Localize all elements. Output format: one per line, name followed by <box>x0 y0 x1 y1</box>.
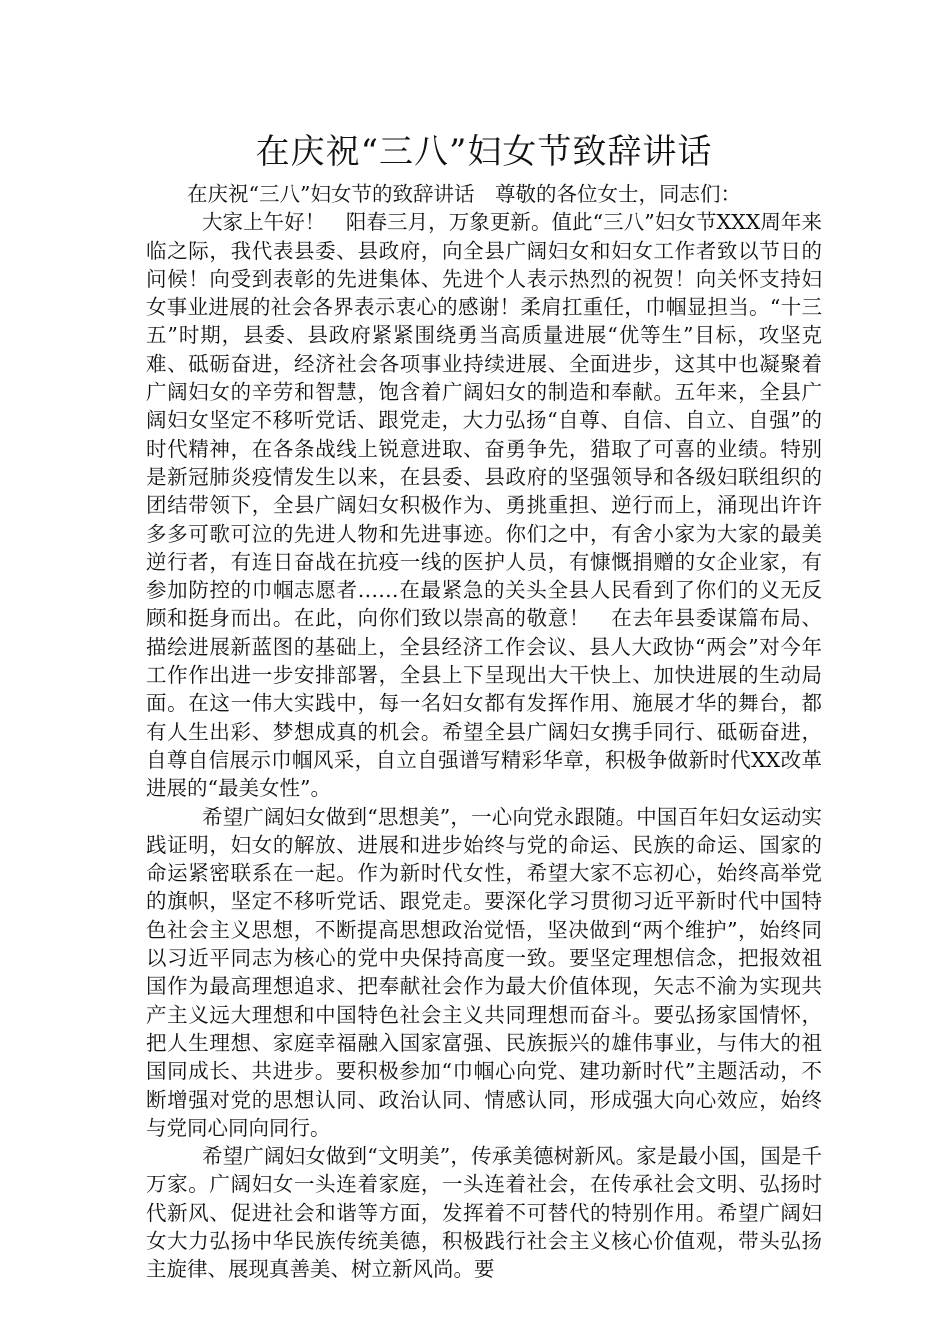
body-paragraph-2: 希望广阔妇女做到“思想美”，一心向党永跟随。中国百年妇女运动实践证明，妇女的解放、进展和进步始终与党的命运、民族的命运、国家的命运紧密联系在一起。作为新时代女性，希望大家不忘初心，始终高举党的旗帜，坚定不移听党话、跟党走。要深化学习贯彻习近平新时代中国特色社会主义思想，不断提高思想政治觉悟，坚决做到“两个维护”，始终同以习近平同志为核心的党中央保持高度一致。要坚定理想信念，把报效祖国作为最高理想追求、把奉献社会作为最大价值体现，矢志不渝为实现共产主义远大理想和中国特色社会主义共同理想而奋斗。要弘扬家国情怀，把人生理想、家庭幸福融入国家富强、民族振兴的雄伟事业，与伟大的祖国同成长、共进步。要积极参加“巾帼心向党、建功新时代”主题活动，不断增强对党的思想认同、政治认同、情感认同，形成强大向心效应，始终与党同心同向同行。 <box>146 804 822 1140</box>
document-page <box>146 124 822 1284</box>
body-paragraph-3: 希望广阔妇女做到“文明美”，传承美德树新风。家是最小国，国是千万家。广阔妇女一头连着家庭，一头连着社会，在传承社会文明、弘扬时代新风、促进社会和谐等方面，发挥着不可替代的特别作用。希望广阔妇女大力弘扬中华民族传统美德，积极践行社会主义核心价值观，带头弘扬主旋律、展现真善美、树立新风尚。要 <box>146 1144 822 1282</box>
intro-paragraph: 在庆祝“三八”妇女节的致辞讲话 尊敬的各位女士，同志们： <box>187 182 741 206</box>
body-paragraph-1: 大家上午好！ 阳春三月，万象更新。值此“三八”妇女节XXX周年来临之际，我代表县委、县政府，向全县广阔妇女和妇女工作者致以节日的问候！向受到表彰的先进集体、先进个人表示热烈的祝贺！向关怀支持妇女事业进展的社会各界表示衷心的感谢！柔肩扛重任，巾帼显担当。“十三五”时期，县委、县政府紧紧围绕勇当高质量进展“优等生”目标，攻坚克难、砥砺奋进，经济社会各项事业持续进展、全面进步，这其中也凝聚着广阔妇女的辛劳和智慧，饱含着广阔妇女的制造和奉献。五年来，全县广阔妇女坚定不移听党话、跟党走，大力弘扬“自尊、自信、自立、自强”的时代精神，在各条战线上锐意进取、奋勇争先，猎取了可喜的业绩。特别是新冠肺炎疫情发生以来，在县委、县政府的坚强领导和各级妇联组织的团结带领下，全县广阔妇女积极作为、勇挑重担、逆行而上，涌现出许许多多可歌可泣的先进人物和先进事迹。你们之中，有舍小家为大家的最美逆行者，有连日奋战在抗疫一线的医护人员，有慷慨捐赠的女企业家，有参加防控的巾帼志愿者……在最紧急的关头全县人民看到了你们的义无反顾和挺身而出。在此，向你们致以崇高的敬意！ 在去年县委谋篇布局、描绘进展新蓝图的基础上，全县经济工作会议、县人大政协“两会”对今年工作作出进一步安排部署，全县上下呈现出大干快上、加快进展的生动局面。在这一伟大实践中，每一名妇女都有发挥作用、施展才华的舞台，都有人生出彩、梦想成真的机会。希望全县广阔妇女携手同行、砥砺奋进，自尊自信展示巾帼风采，自立自强谱写精彩华章，积极争做新时代XX改革进展的“最美女性”。 <box>146 210 822 801</box>
document-title: 在庆祝“三八”妇女节致辞讲话 <box>255 132 713 172</box>
